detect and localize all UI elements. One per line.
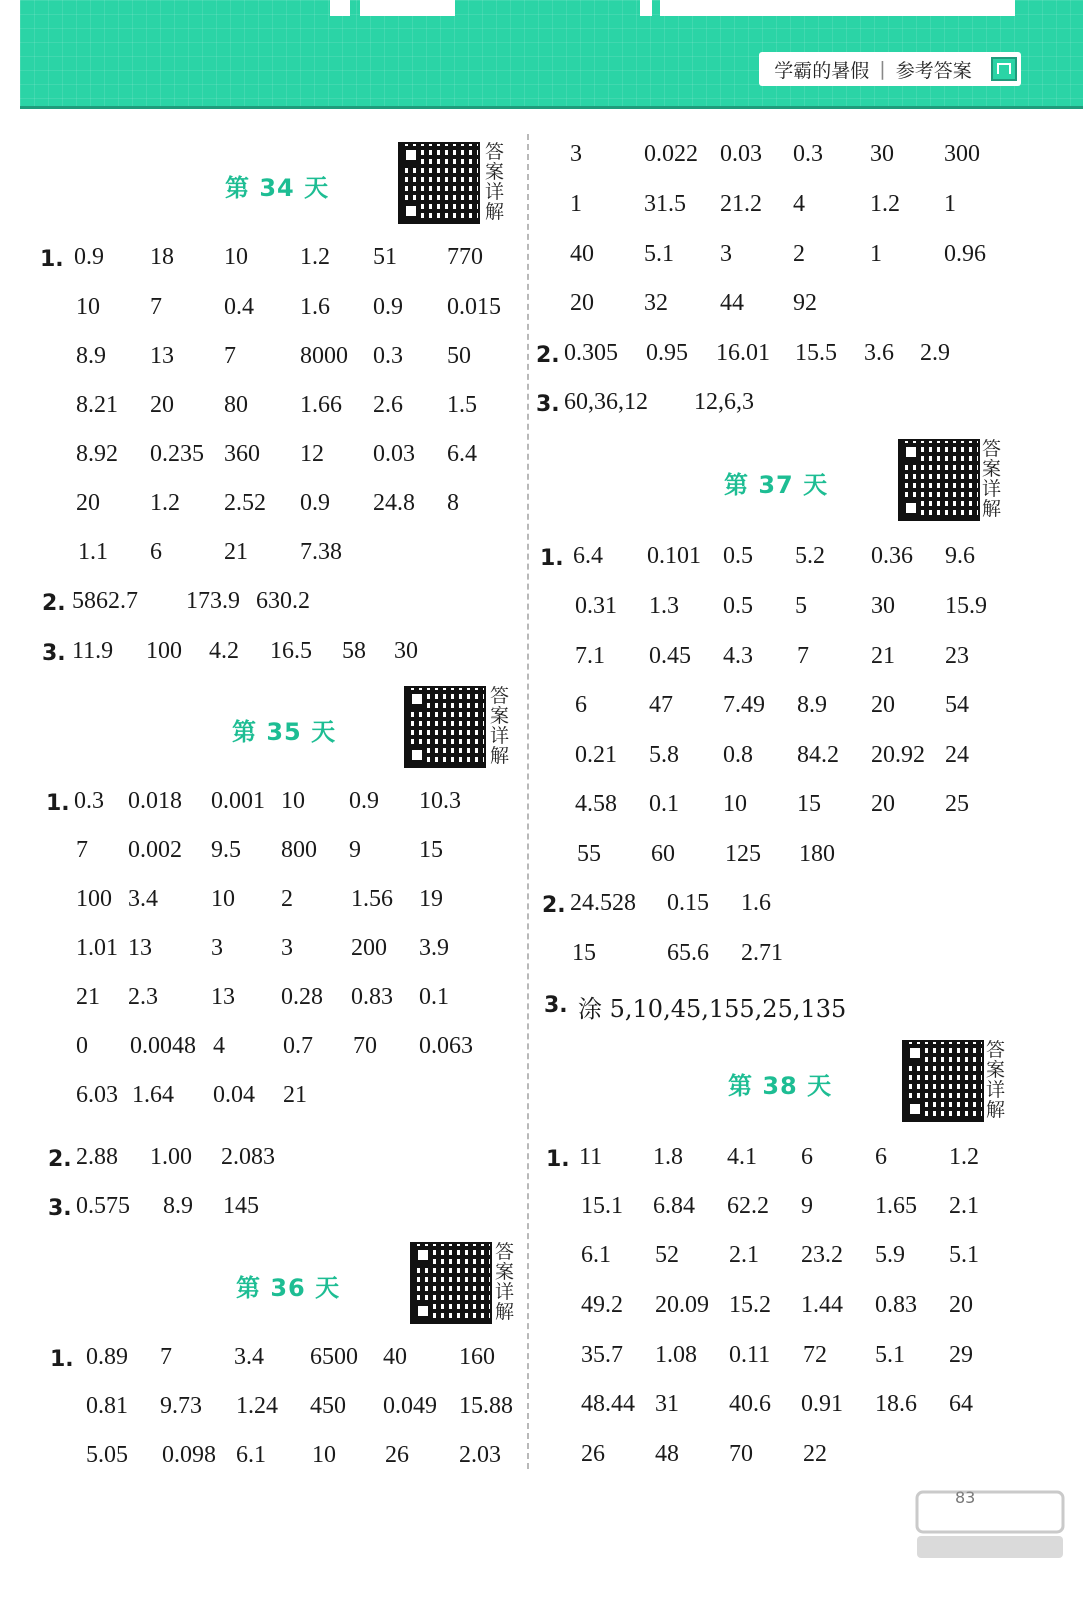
answer-cell: 12 [300,441,324,467]
answer-cell: 9.5 [211,837,241,863]
answer-cell: 6.1 [581,1242,611,1268]
answer-cell: 24.8 [373,490,415,516]
answer-cell: 11 [579,1144,603,1170]
answer-cell: 72 [803,1342,827,1368]
answer-cell: 1.24 [236,1393,278,1419]
answer-cell: 360 [224,441,260,467]
answer-cell: 1.1 [78,539,108,565]
answer-cell: 0.098 [162,1442,216,1468]
answer-cell: 800 [281,837,317,863]
answer-cell: 0.5 [723,543,753,569]
answer-cell: 21 [76,984,100,1010]
answer-cell: 100 [76,886,112,912]
answer-cell: 13 [150,343,174,369]
answer-cell: 7.49 [723,692,765,718]
answer-cell: 145 [223,1193,259,1219]
answer-cell: 0.9 [300,490,330,516]
answer-cell: 0.0048 [130,1033,196,1059]
answer-cell: 0.1 [649,791,679,817]
answer-cell: 0.89 [86,1344,128,1370]
answer-cell: 0.4 [224,294,254,320]
qr-code-icon[interactable] [902,1040,984,1122]
answer-cell: 9.73 [160,1393,202,1419]
answer-cell: 1.2 [949,1144,979,1170]
answer-cell: 1.65 [875,1193,917,1219]
answer-cell: 0 [76,1033,88,1059]
answer-cell: 65.6 [667,940,709,966]
answer-cell: 300 [944,141,980,167]
column-divider [527,134,529,1469]
day-37-title: 第 37 天 [724,471,829,499]
answer-cell: 1.08 [655,1342,697,1368]
qr-code-icon[interactable] [410,1242,492,1324]
answer-cell: 5.2 [795,543,825,569]
answer-cell: 0.063 [419,1033,473,1059]
answer-cell: 3.9 [419,935,449,961]
answer-cell: 160 [459,1344,495,1370]
answer-cell: 15.5 [795,340,837,366]
header-separator: | [879,58,886,80]
answer-cell: 0.575 [76,1193,130,1219]
header-label [759,52,1021,86]
question-number: 1. [46,791,70,816]
answer-cell: 0.022 [644,141,698,167]
answer-cell: 0.305 [564,340,618,366]
answer-cell: 0.81 [86,1393,128,1419]
answer-cell: 4.58 [575,791,617,817]
answer-cell: 4.1 [727,1144,757,1170]
answer-cell: 630.2 [256,588,310,614]
answer-cell: 5.05 [86,1442,128,1468]
answer-cell: 20 [76,490,100,516]
answer-cell: 10 [76,294,100,320]
answer-cell: 40 [570,241,594,267]
answer-cell: 26 [581,1441,605,1467]
answer-cell: 6.03 [76,1082,118,1108]
answer-cell: 0.9 [373,294,403,320]
answer-cell: 2.03 [459,1442,501,1468]
watermark-logo [915,1490,1065,1564]
question-number: 1. [50,1347,74,1372]
answer-cell: 1.64 [132,1082,174,1108]
answer-cell: 6 [150,539,162,565]
answer-cell: 19 [419,886,443,912]
answer-cell: 15.2 [729,1292,771,1318]
book-title: 学霸的暑假 [774,59,870,82]
answer-cell: 2.3 [128,984,158,1010]
answer-cell: 9 [801,1193,813,1219]
answer-cell: 60,36,12 [564,389,648,415]
answer-cell: 0.04 [213,1082,255,1108]
answer-cell: 52 [655,1242,679,1268]
answer-cell: 2.1 [729,1242,759,1268]
answer-cell: 2.9 [920,340,950,366]
answer-cell: 7 [160,1344,172,1370]
page-number: 83 [955,1488,976,1507]
answer-cell: 49.2 [581,1292,623,1318]
answer-cell: 58 [342,638,366,664]
answer-cell: 6.4 [573,543,603,569]
qr-code-icon[interactable] [398,142,480,224]
answer-cell: 1.00 [150,1144,192,1170]
answer-cell: 24 [945,742,969,768]
answer-cell: 2.71 [741,940,783,966]
header-tab [640,0,652,16]
answer-cell: 0.8 [723,742,753,768]
answer-cell: 51 [373,244,397,270]
answer-cell: 44 [720,290,744,316]
answer-cell: 47 [649,692,673,718]
answer-cell: 6.1 [236,1442,266,1468]
answer-cell: 23.2 [801,1242,843,1268]
answer-cell: 7 [797,643,809,669]
answer-cell: 25 [945,791,969,817]
answer-cell: 8.92 [76,441,118,467]
question-number: 3. [48,1196,72,1221]
question-number: 3. [42,641,66,666]
answer-cell: 80 [224,392,248,418]
qr-label: 答案详解 [986,1039,1006,1121]
day-38-title: 第 38 天 [728,1072,833,1100]
answer-cell: 0.95 [646,340,688,366]
answer-cell: 100 [146,638,182,664]
answer-cell: 1.5 [447,392,477,418]
answer-cell: 3.6 [864,340,894,366]
answer-cell: 20 [871,791,895,817]
answer-cell: 1.2 [870,191,900,217]
answer-cell: 0.83 [351,984,393,1010]
answer-cell: 3.4 [234,1344,264,1370]
answer-cell: 8.9 [76,343,106,369]
answer-cell: 0.1 [419,984,449,1010]
answer-cell: 2 [281,886,293,912]
qr-label: 答案详解 [485,141,505,223]
qr-code-icon[interactable] [404,686,486,768]
answer-cell: 5 [795,593,807,619]
answer-cell: 7 [224,343,236,369]
answer-cell: 2.1 [949,1193,979,1219]
answer-cell: 0.83 [875,1292,917,1318]
answer-cell: 15 [419,837,443,863]
answer-cell: 0.45 [649,643,691,669]
answer-cell: 3 [211,935,223,961]
answer-cell: 20.92 [871,742,925,768]
header-tab [360,0,455,16]
day-35-title: 第 35 天 [232,718,337,746]
day-36-title: 第 36 天 [236,1274,341,1302]
answer-cell: 1 [570,191,582,217]
answer-cell: 3.4 [128,886,158,912]
answer-cell: 8.21 [76,392,118,418]
answer-cell: 7.38 [300,539,342,565]
answer-cell: 15.1 [581,1193,623,1219]
answer-cell: 0.91 [801,1391,843,1417]
qr-label: 答案详解 [490,685,510,767]
answer-cell: 10 [723,791,747,817]
question-number: 2. [42,591,66,616]
answer-cell: 0.31 [575,593,617,619]
answer-cell: 0.002 [128,837,182,863]
question-number: 3. [536,392,560,417]
answer-cell: 70 [729,1441,753,1467]
answer-cell: 0.235 [150,441,204,467]
answer-cell: 1 [944,191,956,217]
answer-cell: 180 [799,841,835,867]
answer-cell: 173.9 [186,588,240,614]
answer-cell: 6 [801,1144,813,1170]
answer-cell: 40 [383,1344,407,1370]
answer-cell: 48.44 [581,1391,635,1417]
answer-cell: 16.01 [716,340,770,366]
answer-cell: 200 [351,935,387,961]
answer-cell: 1.2 [150,490,180,516]
answer-cell: 31.5 [644,191,686,217]
answer-cell: 10 [211,886,235,912]
answer-cell: 0.5 [723,593,753,619]
answer-cell: 6 [875,1144,887,1170]
answer-cell: 0.11 [729,1342,771,1368]
answer-cell: 9 [349,837,361,863]
answer-cell: 30 [871,593,895,619]
answer-cell: 70 [353,1033,377,1059]
answer-cell: 3 [570,141,582,167]
answer-cell: 12,6,3 [694,389,754,415]
answer-cell: 涂 5,10,45,155,25,135 [578,995,847,1023]
answer-cell: 26 [385,1442,409,1468]
answer-cell: 20 [949,1292,973,1318]
answer-cell: 2.6 [373,392,403,418]
answer-cell: 30 [394,638,418,664]
watermark-logo-icon [915,1490,1065,1560]
answer-cell: 8 [447,490,459,516]
answer-cell: 6.84 [653,1193,695,1219]
question-number: 2. [542,893,566,918]
answer-cell: 21.2 [720,191,762,217]
answer-cell: 21 [871,643,895,669]
answer-cell: 450 [310,1393,346,1419]
answer-cell: 20 [570,290,594,316]
answer-cell: 0.7 [283,1033,313,1059]
answer-cell: 1.8 [653,1144,683,1170]
answer-cell: 0.001 [211,788,265,814]
answer-cell: 32 [644,290,668,316]
answer-cell: 1.66 [300,392,342,418]
answer-cell: 15.88 [459,1393,513,1419]
answer-cell: 10 [281,788,305,814]
answer-cell: 1.3 [649,593,679,619]
answer-cell: 0.101 [647,543,701,569]
answer-cell: 0.3 [793,141,823,167]
answer-cell: 13 [128,935,152,961]
answer-cell: 5.9 [875,1242,905,1268]
answer-cell: 8000 [300,343,348,369]
answer-cell: 9.6 [945,543,975,569]
answer-cell: 5.1 [875,1342,905,1368]
header-tab [330,0,350,16]
answer-cell: 23 [945,643,969,669]
answer-cell: 6.4 [447,441,477,467]
qr-label: 答案详解 [982,438,1002,520]
answer-cell: 1.6 [300,294,330,320]
answer-cell: 2.52 [224,490,266,516]
answer-cell: 7.1 [575,643,605,669]
answer-cell: 2 [793,241,805,267]
answer-cell: 0.018 [128,788,182,814]
answer-cell: 20 [150,392,174,418]
answer-cell: 125 [725,841,761,867]
answer-cell: 22 [803,1441,827,1467]
answer-cell: 0.3 [74,788,104,814]
answer-cell: 4 [213,1033,225,1059]
answer-cell: 30 [870,141,894,167]
answer-cell: 0.03 [373,441,415,467]
answer-cell: 64 [949,1391,973,1417]
question-number: 2. [48,1147,72,1172]
answer-cell: 16.5 [270,638,312,664]
answer-cell: 3 [720,241,732,267]
answer-cell: 5862.7 [72,588,138,614]
question-number: 2. [536,343,560,368]
header-banner [20,0,1083,109]
question-number: 3. [544,993,568,1018]
answer-cell: 0.03 [720,141,762,167]
answer-cell: 5.1 [949,1242,979,1268]
answer-cell: 55 [577,841,601,867]
question-number: 1. [40,247,64,272]
answer-cell: 0.049 [383,1393,437,1419]
answer-cell: 13 [211,984,235,1010]
answer-cell: 3 [281,935,293,961]
answer-cell: 60 [651,841,675,867]
answer-cell: 29 [949,1342,973,1368]
answer-cell: 10 [312,1442,336,1468]
answer-cell: 15.9 [945,593,987,619]
answer-cell: 0.28 [281,984,323,1010]
answer-cell: 0.015 [447,294,501,320]
day-34-title: 第 34 天 [225,174,330,202]
answer-cell: 11.9 [72,638,114,664]
answer-cell: 1.6 [741,890,771,916]
answer-cell: 1.01 [76,935,118,961]
answer-cell: 4.3 [723,643,753,669]
answer-cell: 2.88 [76,1144,118,1170]
answer-cell: 2.083 [221,1144,275,1170]
answer-cell: 8.9 [163,1193,193,1219]
answer-cell: 35.7 [581,1342,623,1368]
answer-cell: 5.1 [644,241,674,267]
answer-cell: 10.3 [419,788,461,814]
answer-cell: 7 [150,294,162,320]
answer-cell: 21 [283,1082,307,1108]
answer-cell: 10 [224,244,248,270]
answer-cell: 40.6 [729,1391,771,1417]
answer-cell: 1.56 [351,886,393,912]
answer-cell: 15 [572,940,596,966]
answer-cell: 31 [655,1391,679,1417]
header-tab [660,0,1015,16]
answer-cell: 5.8 [649,742,679,768]
section-title: 参考答案 [895,59,972,82]
answer-cell: 48 [655,1441,679,1467]
answer-cell: 84.2 [797,742,839,768]
answer-cell: 1 [870,241,882,267]
answer-cell: 54 [945,692,969,718]
qr-label: 答案详解 [495,1241,515,1323]
question-number: 1. [546,1147,570,1172]
answer-cell: 24.528 [570,890,636,916]
answer-cell: 50 [447,343,471,369]
answer-cell: 0.36 [871,543,913,569]
answer-cell: 0.3 [373,343,403,369]
answer-cell: 6 [575,692,587,718]
answer-cell: 4 [793,191,805,217]
answer-cell: 0.96 [944,241,986,267]
answer-cell: 18.6 [875,1391,917,1417]
answer-cell: 62.2 [727,1193,769,1219]
answer-cell: 8.9 [797,692,827,718]
answer-cell: 1.2 [300,244,330,270]
answer-cell: 15 [797,791,821,817]
book-icon [991,57,1017,81]
answer-cell: 6500 [310,1344,358,1370]
answer-cell: 92 [793,290,817,316]
answer-cell: 18 [150,244,174,270]
answer-cell: 0.9 [74,244,104,270]
answer-cell: 0.15 [667,890,709,916]
answer-cell: 20.09 [655,1292,709,1318]
answer-cell: 770 [447,244,483,270]
answer-cell: 21 [224,539,248,565]
answer-cell: 7 [76,837,88,863]
answer-cell: 0.9 [349,788,379,814]
question-number: 1. [540,546,564,571]
answer-cell: 20 [871,692,895,718]
answer-cell: 1.44 [801,1292,843,1318]
answer-cell: 0.21 [575,742,617,768]
answer-cell: 4.2 [209,638,239,664]
qr-code-icon[interactable] [898,439,980,521]
